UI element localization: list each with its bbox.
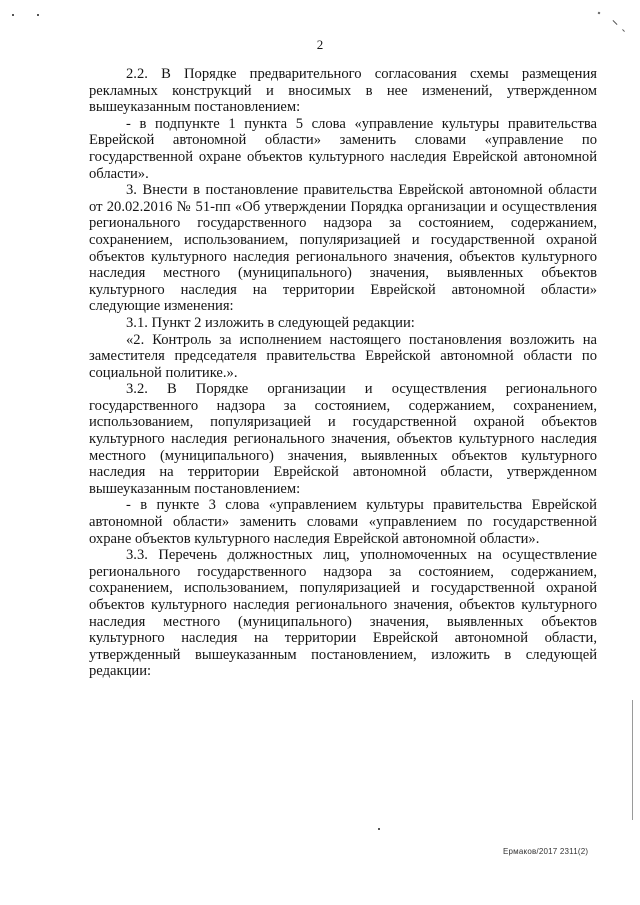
scan-edge-line [632, 700, 633, 820]
paragraph-3-2-amendment: - в пункте 3 слова «управлением культуры правительства Еврейской автономной области» заменить словами «управлением по государственной охране объектов культурного наследия Еврейской автономной области». [89, 497, 597, 547]
scan-speck [378, 828, 380, 830]
scan-speck [37, 14, 39, 16]
scan-speck [12, 14, 14, 16]
page-number: 2 [316, 37, 324, 52]
footer-reference: Ермаков/2017 2311(2) [503, 847, 589, 856]
paragraph-3-2: 3.2. В Порядке организации и осуществления регионального государственного надзора за состоянием, содержанием, сохранением, использованием, популяризацией и государственной охраной объектов культурного наследия регионального значения, объектов культурного наследия местного (муниципального) значения, выявленных объектов культурного наследия на территории Еврейской автономной области, утвержденном вышеуказанным постановлением: [89, 381, 597, 497]
scan-speck [613, 20, 618, 25]
paragraph-3-1-text: «2. Контроль за исполнением настоящего постановления возложить на заместителя председателя правительства Еврейской автономной области по социальной политике.». [89, 331, 597, 381]
document-body [89, 66, 597, 680]
paragraph-3: 3. Внести в постановление правительства Еврейской автономной области от 20.02.2016 № 51-пп «Об утверждении Порядка организации и осуществления регионального государственного надзора за состоянием, содержанием, сохранением, использованием, популяризацией и государственной охраной объектов культурного наследия регионального значения, объектов культурного наследия местного (муниципального) значения, выявленных объектов культурного наследия на территории Еврейской автономной области» следующие изменения: [89, 182, 597, 315]
scan-speck [622, 29, 625, 32]
paragraph-3-3: 3.3. Перечень должностных лиц, уполномоченных на осуществление регионального государственного надзора за состоянием, содержанием, сохранением, использованием, популяризацией и государственной охраной объектов культурного наследия регионального значения, объектов культурного наследия местного (муниципального) значения, выявленных объектов культурного наследия на территории Еврейской автономной области, утвержденный вышеуказанным постановлением, изложить в следующей редакции: [89, 547, 597, 680]
paragraph-3-1: 3.1. Пункт 2 изложить в следующей редакции: [126, 314, 415, 331]
scan-speck [598, 12, 601, 15]
paragraph-2-2-amendment: - в подпункте 1 пункта 5 слова «управление культуры правительства Еврейской автономной области» заменить словами «управление по государственной охране объектов культурного наследия Еврейской автономной области». [89, 115, 597, 182]
paragraph-2-2: 2.2. В Порядке предварительного согласования схемы размещения рекламных конструкций и вносимых в нее изменений, утвержденном вышеуказанным постановлением: [89, 66, 597, 116]
